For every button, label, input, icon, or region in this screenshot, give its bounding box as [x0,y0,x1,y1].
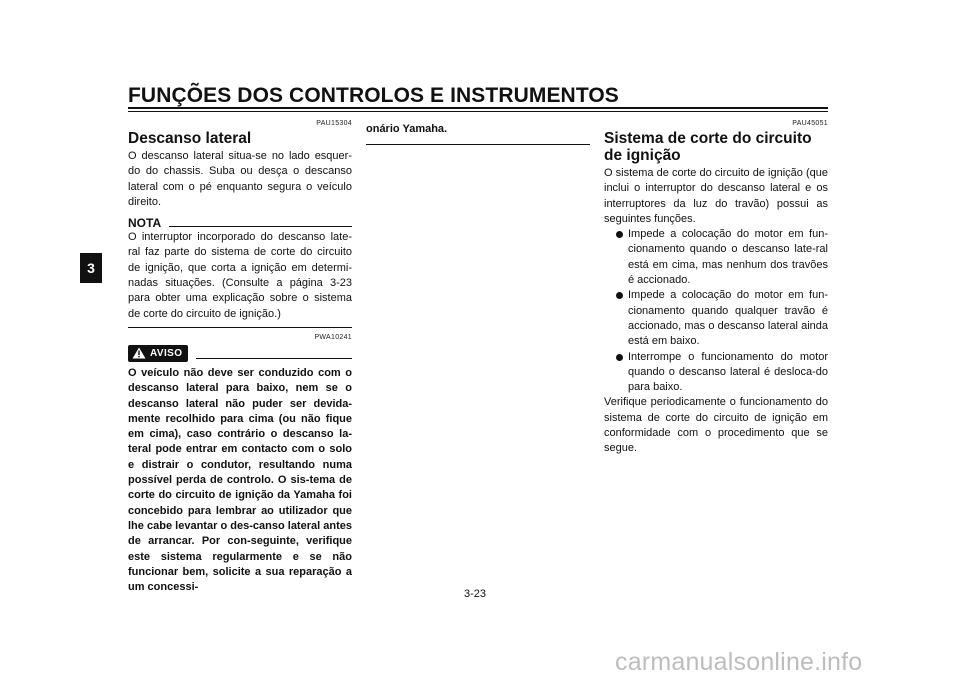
page-number: 3-23 [464,588,487,600]
bullet-icon [616,354,623,361]
section-outro: Verifique periodicamente o funcionamento do sistema de corte do circuito de ignição em conformidade com o procedimento que se segue. [604,396,828,455]
bullet-icon [616,231,623,238]
warning-triangle-icon [132,347,146,359]
list-item-text: Interrompe o funcionamento do motor quando o descanso lateral é desloca-do para baixo. [628,350,828,394]
warning-header [128,345,352,362]
warning-continuation: onário Yamaha. [366,123,448,135]
list-item-text: Impede a colocação do motor em fun-cionamento quando o descanso late-ral está em cima, mas nenhum dos travões é accionado. [628,228,828,287]
header-rule-thick [128,107,828,109]
note-header [128,217,352,230]
header-rule-thin [128,111,828,112]
warning-end-rule [366,144,590,145]
section-intro: O descanso lateral situa-se no lado esquer-do do chassis. Suba ou desça o descanso lateral com o pé enquanto segura o veículo direito. [128,150,352,208]
section-code: PAU15304 [316,120,352,127]
page-header-title: FUNÇÕES DOS CONTROLOS E INSTRUMENTOS [128,84,619,107]
list-item [604,288,828,349]
list-item [604,350,828,396]
note-end-rule [128,327,352,328]
list-item-text: Impede a colocação do motor em fun-cionamento quando qualquer travão é accionado, mas o descanso lateral ainda está em baixo. [628,289,828,348]
warning-label: AVISO [150,347,183,359]
section-heading: Descanso lateral [128,130,252,147]
note-rule [169,226,352,227]
list-item [604,227,828,288]
bullet-icon [616,292,623,299]
right-column [604,120,828,457]
section-code: PAU45051 [792,120,828,127]
warning-badge [128,345,188,362]
left-column [128,120,352,595]
warning-text: O veículo não deve ser conduzido com o descanso lateral para baixo, nem se o descanso lateral não puder ser devida-mente recolhido para cima (ou não fique em cima), caso contrário o descanso la-teral pode entrar em contacto com o solo e distrair o condutor, resultando numa possível perda de controlo. O sis-tema de corte do circuito de ignição da Yamaha foi concebido para lembrar ao utilizador que lhe cabe levantar o des-canso lateral antes de arrancar. Por con-seguinte, verifique este sistema regularmente e se não funcionar bem, solicite a sua reparação a um concessi- [128,366,352,594]
warning-code: PWA10241 [314,333,352,341]
middle-column [366,120,590,145]
warning-rule [196,358,352,359]
chapter-tab: 3 [80,253,102,283]
watermark: carmanualsonline.info [615,648,863,676]
function-list [604,227,828,395]
note-text: O interruptor incorporado do descanso late-ral faz parte do sistema de corte do circuito de ignição, que corta a ignição em determi-nadas situações. (Consulte a página 3-23 para obter uma explicação sobre o sistema de corte do circuito de ignição.) [128,231,352,320]
section-intro: O sistema de corte do circuito de ignição (que inclui o interruptor do descanso lateral e os interruptores da luz do travão) possui as seguintes funções. [604,167,828,225]
note-label: NOTA [128,216,162,231]
section-heading: Sistema de corte do circuito de ignição [604,130,812,164]
